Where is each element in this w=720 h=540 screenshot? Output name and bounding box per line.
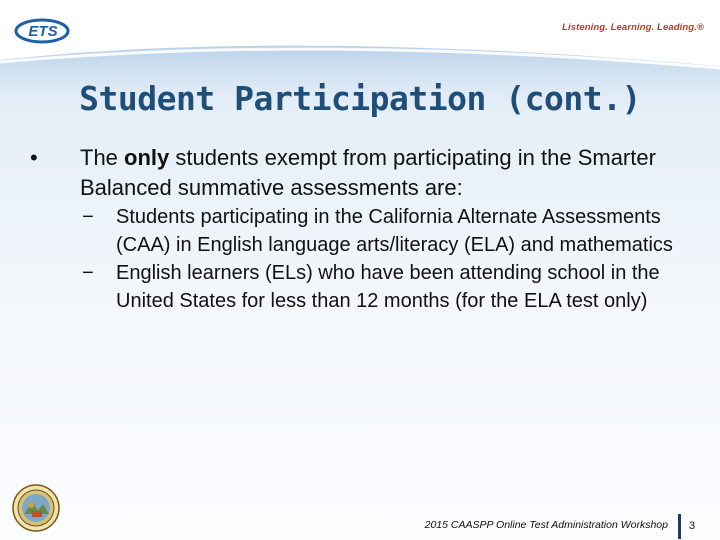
sub-item-text: English learners (ELs) who have been attending school in the United States for less than 12 months (for the ELA test only)	[116, 262, 660, 312]
dash-mark: −	[82, 262, 94, 284]
footer-text: 2015 CAASPP Online Test Administration Workshop	[424, 519, 668, 531]
slide-content	[30, 143, 690, 315]
ets-logo	[14, 18, 72, 44]
sub-item-text: Students participating in the California Alternate Assessments (CAA) in English language arts/literacy (ELA) and mathematics	[116, 206, 673, 256]
logo-text: ETS	[28, 23, 58, 40]
bullet-text-before: The	[80, 145, 125, 170]
page-number: 3	[689, 520, 696, 532]
bullet-text-bold: only	[124, 145, 170, 170]
dash-mark: −	[82, 206, 94, 228]
sub-list-item	[30, 259, 690, 315]
page-title: Student Participation (cont.)	[79, 79, 641, 118]
bullet-item	[30, 143, 690, 203]
bullet-mark: •	[30, 145, 38, 170]
state-seal-icon	[12, 484, 60, 532]
bullet-text-after: students exempt from participating in the Smarter Balanced summative assessments are:	[80, 145, 656, 200]
sub-list	[30, 203, 690, 315]
footer-divider	[678, 514, 681, 539]
tagline: Listening. Learning. Leading.®	[562, 22, 704, 33]
sub-list-item	[30, 203, 690, 259]
